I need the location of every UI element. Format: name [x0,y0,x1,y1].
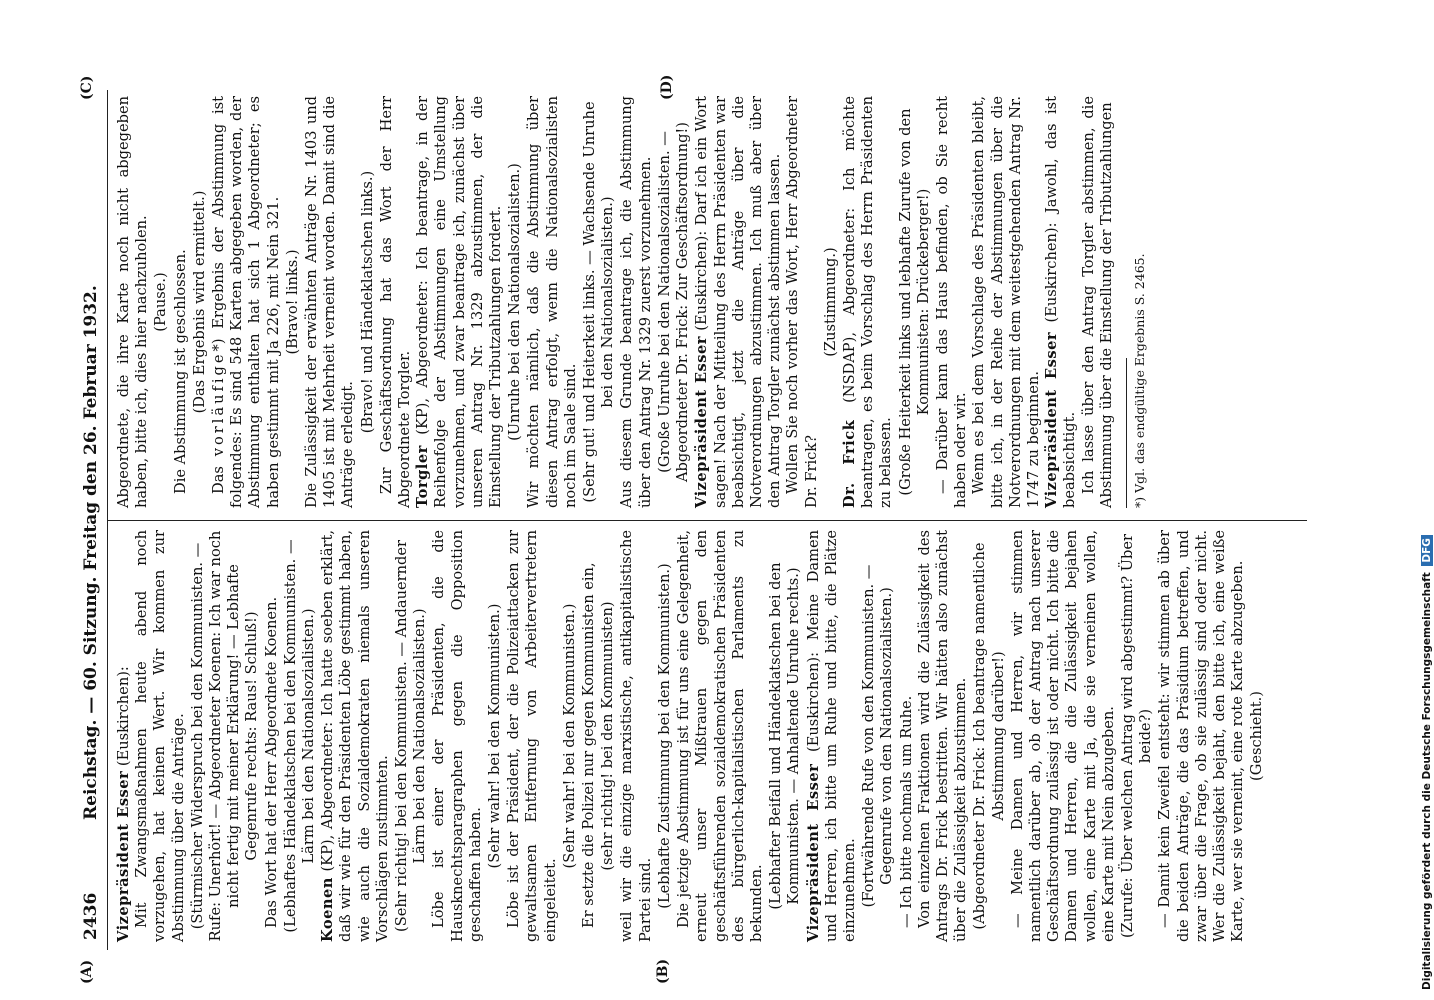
paragraph-text: (Fortwährende Rufe von den Kommunisten. — Gegenrufe von den Nationalsozialisten.) [860,564,896,908]
speaker-name: Vizepräsident Esser [1043,331,1061,508]
text-paragraph [525,96,580,508]
paragraph-text: Die Abstimmung ist geschlossen. [171,249,189,494]
paragraph-text: Mit Zwangsmaßnahmen heute abend noch vorzugehen, hat keinen Wert. Wir kommen zur Abstimmung über die Anträge. [133,530,187,942]
text-paragraph [784,96,820,508]
credit-text: Digitalisierung gefördert durch die Deutsche Forschungsgemeinschaft [1421,572,1433,990]
paragraph-text: (Bravo! links.) [283,249,301,355]
paragraph-text: (Sehr richtig! bei den Kommunisten. — Andauernder Lärm bei den Nationalsozialisten.) [393,540,429,932]
margin-mark-b: (B) [655,958,671,984]
speaker-name: Dr. Frick [840,419,858,508]
interjection [152,96,170,508]
text-paragraph [1156,530,1247,942]
paragraph-text: Zur Geschäftsordnung hat das Wort der Herr Abgeordnete Torgler. [377,96,414,508]
text-paragraph [898,530,916,942]
paragraph-text: (KP), Abgeordneter: Ich beantrage, in der Reihenfolge der Abstimmungen eine Umstellung vorzunehmen, und zwar beantrage ich, zunächst über unseren Antrag Nr. 1329 abzustimmen, der die Einstellung der Tributzahlungen fordert. [414,96,505,508]
paragraph-text: Wenn es bei dem Vorschlage des Präsidenten bleibt, bitte ich, in der Reihe der Abstimmungen über die Notverordnungen mit dem weitestgehenden Antrag Nr. 1747 zu beginnen. [970,96,1042,508]
document-page [75,74,1325,984]
speech-paragraph [115,530,133,942]
paragraph-text: (Stürmischer Widerspruch bei den Kommunisten. — Rufe: Unerhört! — Abgeordneter Koenen: Ich war noch nicht fertig mit meiner Erklärung! — Lebhafte Gegenrufe rechts: Raus! Schluß!) [188,530,261,942]
interjection [1248,530,1266,942]
text-paragraph [263,530,281,942]
paragraph-text: — Darüber kann das Haus befinden, ob Sie recht haben oder wir. [933,96,970,508]
text-paragraph [618,530,654,942]
text-paragraph [1009,530,1118,942]
text-paragraph [378,96,414,508]
text-paragraph [303,96,358,508]
text-prefix: Das [210,456,228,494]
footnote-rule [1126,358,1127,508]
paragraph-text: *) Ergebnis der Abstimmung ist folgendes: Es sind 548 Karten abgegeben worden, der Abstimmung enthalten hat sich 1 Abgeordneter; es haben gestimmt mit Ja 226, mit Nein 321. [210,95,282,508]
paragraph-text: (Das Ergebnis wird ermittelt.) [190,190,208,414]
text-paragraph [430,530,485,942]
page-number: 2436 [81,892,101,940]
interjection [599,530,617,942]
text-paragraph [210,96,283,508]
interjection [860,530,896,942]
paragraph-text: Die jetzige Abstimmung ist für uns eine Gelegenheit, erneut unser Mißtrauen gegen den geschäftsführenden sozialdemokratischen Präsidenten des bürgerlich-kapitalistischen Parlaments zu bekunden. [675,530,765,942]
text-paragraph [675,530,766,942]
spaced-word: vorläufige [210,351,228,457]
interjection [561,530,579,942]
paragraph-text: Er setzte die Polizei nur gegen Kommunisten ein, [580,562,598,928]
paragraph-text: (Geschieht.) [1248,691,1266,781]
interjection [191,96,209,508]
paragraph-text: (Zurufe: Über welchen Antrag wird abgestimmt? Über beide?) [1118,534,1155,939]
paragraph-text: Aus diesem Grunde beantrage ich, die Abstimmung über den Antrag Nr. 1329 zuerst vorzunehmen. [618,96,654,508]
paragraph-text: (Lebhafter Beifall und Händeklatschen bei den Kommunisten. — Anhaltende Unruhe rechts.) [767,562,803,910]
paragraph-text: Wollen Sie noch vorher das Wort, Herr Abgeordneter Dr. Frick? [784,96,820,508]
interjection [656,96,692,508]
interjection [282,530,318,942]
paragraph-text: Wir möchten nämlich, daß die Abstimmung über diesen Antrag erfolgt, wenn die Nationalsozialisten noch im Saale sind. [525,96,579,508]
paragraph-text: (Euskirchen): Jawohl, das ist beabsichtigt. [1043,96,1079,508]
paragraph-text: — Meine Damen und Herren, wir stimmen namentlich darüber ab, ob der Antrag nach unserer Geschäftsordnung zulässig ist oder nicht. Ich bitte die Damen und Herren, die die Zulässigkeit bejahen wollen, eine Karte mit Ja, die sie verneinen wollen, eine Karte mit Nein abzugeben. [1008,530,1117,942]
speech-paragraph [1043,96,1079,508]
margin-mark-a: (A) [79,959,95,984]
interjection [284,96,302,508]
text-paragraph [115,96,151,508]
margin-mark-d: (D) [659,74,675,100]
speech-paragraph [805,530,860,942]
running-head: Reichstag. — 60. Sitzung. Freitag den 26. Februar 1932. [81,285,101,820]
text-paragraph [172,96,190,508]
text-paragraph [970,96,1043,508]
interjection [189,530,262,942]
paragraph-text: (Sehr gut! und Heiterkeit links. — Wachsende Unruhe bei den Nationalsozialisten.) [581,101,617,503]
interjection [1119,530,1155,942]
interjection [393,530,429,942]
paragraph-text: (NSDAP), Abgeordneter: Ich möchte beantragen, es beim Vorschlag des Herrn Präsidenten zu belassen. [840,96,895,508]
text-paragraph [133,530,188,942]
digitization-credit [1421,10,1434,990]
column-divider [107,520,1307,521]
interjection [581,96,617,508]
footnote: *) Vgl. das endgültige Ergebnis S. 2465. [1131,253,1147,508]
paragraph-text: — Ich bitte nochmals um Ruhe. [897,695,915,928]
paragraph-text: (Euskirchen): [115,666,132,771]
paragraph-text: Löbe ist einer der Präsidenten, die die Hausknechtsparagraphen gegen die Opposition geschaffen haben. [430,530,484,942]
paragraph-text: (Große Unruhe bei den Nationalsozialisten. — Abgeordneter Dr. Frick: Zur Geschäftsordnung!) [655,122,692,482]
paragraph-text: (Lebhafte Zustimmung bei den Kommunisten.) [655,563,673,909]
interjection [656,530,674,942]
paragraph-text: Abgeordnete, die ihre Karte noch nicht abgegeben haben, bitte ich, dies hier nachzuholen. [115,96,151,508]
paragraph-text: Von einzelnen Fraktionen wird die Zulässigkeit des Antrags Dr. Frick bestritten. Wir hätten also zunächst über die Zulässigkeit abzustimmen. [915,530,970,942]
speech-paragraph [319,530,392,942]
interjection [897,96,933,508]
speech-paragraph [693,96,784,508]
text-paragraph [1080,96,1116,508]
interjection [767,530,803,942]
paragraph-text: weil wir die einzige marxistische, antikapitalistische Partei sind. [618,530,654,942]
paragraph-text: (Euskirchen): Meine Damen und Herren, ich bitte um Ruhe und bitte, die Plätze einzunehmen. [804,530,858,942]
speaker-name: Koenen [319,877,337,942]
paragraph-text: (Sehr wahr! bei den Kommunisten.) [560,603,578,869]
paragraph-text: Die Zulässigkeit der erwähnten Anträge Nr. 1403 und 1405 ist mit Mehrheit verneint worden. Damit sind die Anträge erledigt. [303,96,357,508]
paragraph-text: — Damit kein Zweifel entsteht: wir stimmen ab über die beiden Anträge, die das Präsidium betreffen, und zwar über die Frage, ob sie zulässig sind oder nicht. Wer die Zulässigkeit bejaht, den bitte ich, eine weiße Karte, wer sie verneint, eine rote Karte abzugeben. [1156,530,1247,942]
dfg-logo: DFG [1421,535,1433,566]
interjection [506,96,524,508]
text-paragraph [618,96,654,508]
speaker-name: Vizepräsident Esser [804,763,822,942]
paragraph-text: (Pause.) [152,272,170,332]
interjection [359,96,377,508]
text-paragraph [580,530,598,942]
speech-paragraph [414,96,505,508]
speech-paragraph [841,96,896,508]
margin-mark-c: (C) [79,75,95,100]
paragraph-text: (sehr richtig! bei den Kommunisten) [599,601,617,871]
page-header [75,90,107,950]
paragraph-text: (Abgeordneter Dr. Frick: Ich beantrage namentliche Abstimmung darüber!) [971,542,1007,930]
paragraph-text: Das Wort hat der Herr Abgeordnete Koenen. [262,596,280,928]
speaker-name: Vizepräsident Esser [115,770,132,942]
paragraph-text: (KP), Abgeordneter: Ich hatte soeben erklärt, daß wir wie für den Präsidenten Löbe gestimmt haben, wie auch die Sozialdemokraten niemals unseren Vorschlägen zustimmten. [319,530,391,942]
speaker-name: Torgler [414,445,432,508]
paragraph-text: (Zustimmung.) [821,247,839,357]
interjection [971,530,1007,942]
right-column [115,96,1149,508]
interjection [486,530,504,942]
paragraph-text: (Bravo! und Händeklatschen links.) [358,170,376,434]
left-column [115,530,1268,942]
paragraph-text: Löbe ist der Präsident, der die Polizeiattacken zur gewaltsamen Entfernung von Arbeitervertretern eingeleitet. [505,530,559,942]
text-paragraph [934,96,970,508]
paragraph-text: (Sehr wahr! bei den Kommunisten.) [486,603,504,869]
paragraph-text: Ich lasse über den Antrag Torgler abstimmen, die Abstimmung über die Einstellung der Tributzahlungen [1079,96,1115,508]
right-column-body [115,96,1116,508]
paragraph-text: (Euskirchen): Darf ich ein Wort sagen! Nach der Mitteilung des Herrn Präsidenten war beabsichtigt, jetzt die Anträge über die Notverordnungen abzustimmen. Ich muß aber über den Antrag Torgler zunächst abstimmen lassen. [693,96,784,508]
paragraph-text: (Lebhaftes Händeklatschen bei den Kommunisten. — Lärm bei den Nationalsozialisten.) [281,539,318,933]
paragraph-text: (Unruhe bei den Nationalsozialisten.) [506,163,524,441]
interjection [822,96,840,508]
text-paragraph [916,530,971,942]
speaker-name: Vizepräsident Esser [693,336,711,508]
text-paragraph [505,530,560,942]
paragraph-text: (Große Heiterkeit links und lebhafte Zurufe von den Kommunisten: Drückeberger!) [896,108,932,496]
